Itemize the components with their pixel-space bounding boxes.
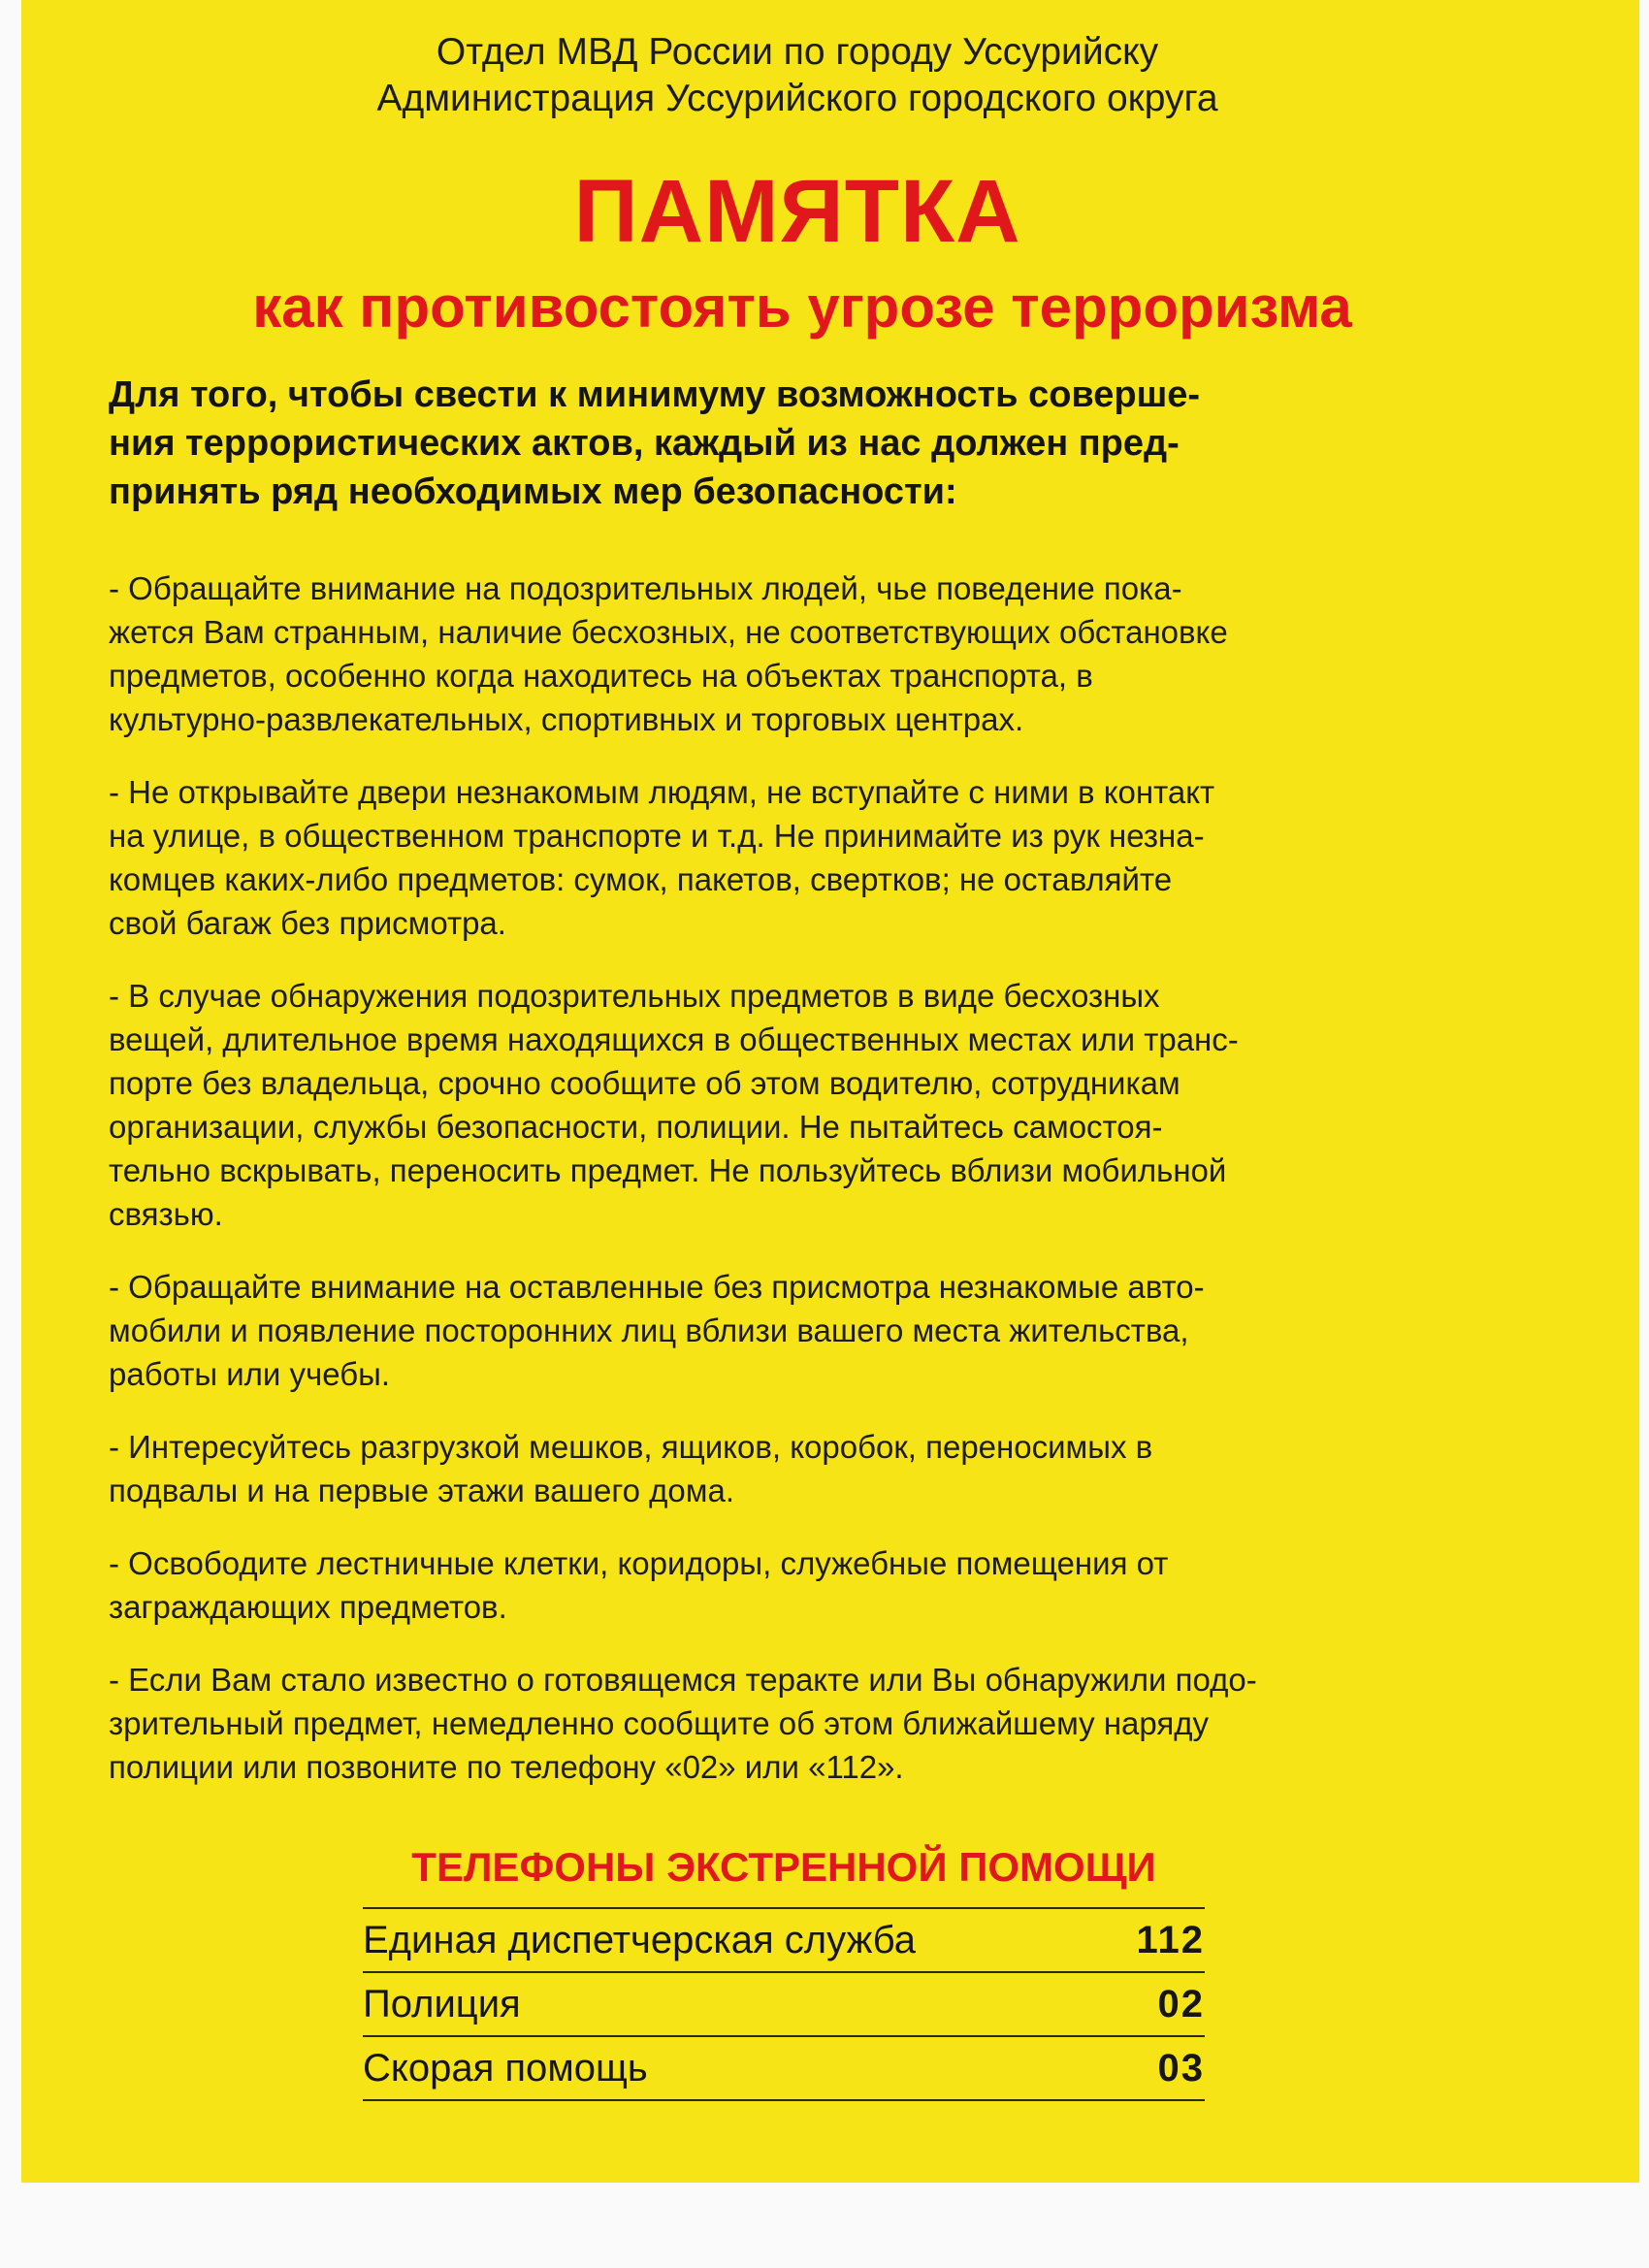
safety-item-line: - Не открывайте двери незнакомым людям, не вступайте с ними в контакт (109, 774, 1215, 810)
page-title: ПАМЯТКА (573, 162, 1021, 261)
poster (21, 0, 1639, 2183)
safety-item-line: организации, службы безопасности, полиции. Не пытайтесь самостоя- (109, 1109, 1163, 1145)
safety-item-line: свой багаж без присмотра. (109, 905, 506, 941)
phone-service-label: Единая диспетчерская служба (363, 1908, 1112, 1972)
intro-line: ния террористических актов, каждый из нас должен пред- (109, 423, 1180, 464)
intro-line: принять ряд необходимых мер безопасности: (109, 471, 957, 512)
phone-number: 02 (1112, 1972, 1205, 2036)
safety-item-line: жется Вам странным, наличие бесхозных, не соответствующих обстановке (109, 614, 1228, 650)
safety-item-line: - Если Вам стало известно о готовящемся теракте или Вы обнаружили подо- (109, 1662, 1257, 1698)
org-line-1: Отдел МВД России по городу Уссурийску (436, 31, 1159, 73)
phone-service-label: Полиция (363, 1972, 1112, 2036)
safety-item-line: подвалы и на первые этажи вашего дома. (109, 1473, 734, 1508)
safety-item-line: полиции или позвоните по телефону «02» или «112». (109, 1749, 904, 1785)
table-row (363, 1972, 1205, 2036)
safety-item-line: связью. (109, 1196, 223, 1232)
safety-item (109, 1265, 1476, 1396)
safety-item-line: культурно-развлекательных, спортивных и торговых центрах. (109, 701, 1024, 737)
safety-item-line: - Интересуйтесь разгрузкой мешков, ящиков, коробок, переносимых в (109, 1429, 1153, 1465)
intro-paragraph (109, 371, 1476, 516)
safety-item-line: порте без владельца, срочно сообщите об этом водителю, сотрудникам (109, 1065, 1180, 1101)
safety-item-line: - В случае обнаружения подозрительных предметов в виде бесхозных (109, 978, 1160, 1014)
table-row (363, 2036, 1205, 2100)
safety-item (109, 1658, 1476, 1789)
safety-item-line: комцев каких-либо предметов: сумок, пакетов, свертков; не оставляйте (109, 861, 1173, 897)
page-subtitle: как противостоять угрозе терроризма (252, 275, 1352, 340)
safety-item-line: вещей, длительное время находящихся в общественных местах или транс- (109, 1021, 1239, 1057)
organization-header (21, 29, 1573, 122)
emergency-phones-title: ТЕЛЕФОНЫ ЭКСТРЕННОЙ ПОМОЩИ (411, 1844, 1156, 1890)
safety-item-line: на улице, в общественном транспорте и т.д. Не принимайте из рук незна- (109, 818, 1205, 854)
phone-number: 112 (1112, 1908, 1205, 1972)
safety-item-line: - Обращайте внимание на подозрительных людей, чье поведение пока- (109, 570, 1182, 606)
safety-item-line: - Обращайте внимание на оставленные без присмотра незнакомые авто- (109, 1269, 1205, 1305)
safety-item (109, 1541, 1476, 1629)
safety-item (109, 770, 1476, 945)
org-line-2: Администрация Уссурийского городского округа (376, 78, 1218, 119)
safety-item (109, 974, 1476, 1236)
phone-number: 03 (1112, 2036, 1205, 2100)
safety-item-line: работы или учебы. (109, 1356, 390, 1392)
table-row (363, 1908, 1205, 1972)
safety-item (109, 1425, 1476, 1512)
safety-item-line: предметов, особенно когда находитесь на объектах транспорта, в (109, 658, 1093, 694)
safety-items-list (109, 567, 1476, 1818)
safety-item-line: тельно вскрывать, переносить предмет. Не пользуйтесь вблизи мобильной (109, 1152, 1227, 1188)
intro-line: Для того, чтобы свести к минимуму возможность соверше- (109, 374, 1201, 415)
emergency-phones-table (363, 1907, 1205, 2101)
safety-item-line: заграждающих предметов. (109, 1589, 507, 1625)
safety-item (109, 567, 1476, 741)
safety-item-line: зрительный предмет, немедленно сообщите об этом ближайшему наряду (109, 1705, 1210, 1741)
safety-item-line: - Освободите лестничные клетки, коридоры, служебные помещения от (109, 1545, 1169, 1581)
safety-item-line: мобили и появление посторонних лиц вблизи вашего места жительства, (109, 1312, 1189, 1348)
phone-service-label: Скорая помощь (363, 2036, 1112, 2100)
